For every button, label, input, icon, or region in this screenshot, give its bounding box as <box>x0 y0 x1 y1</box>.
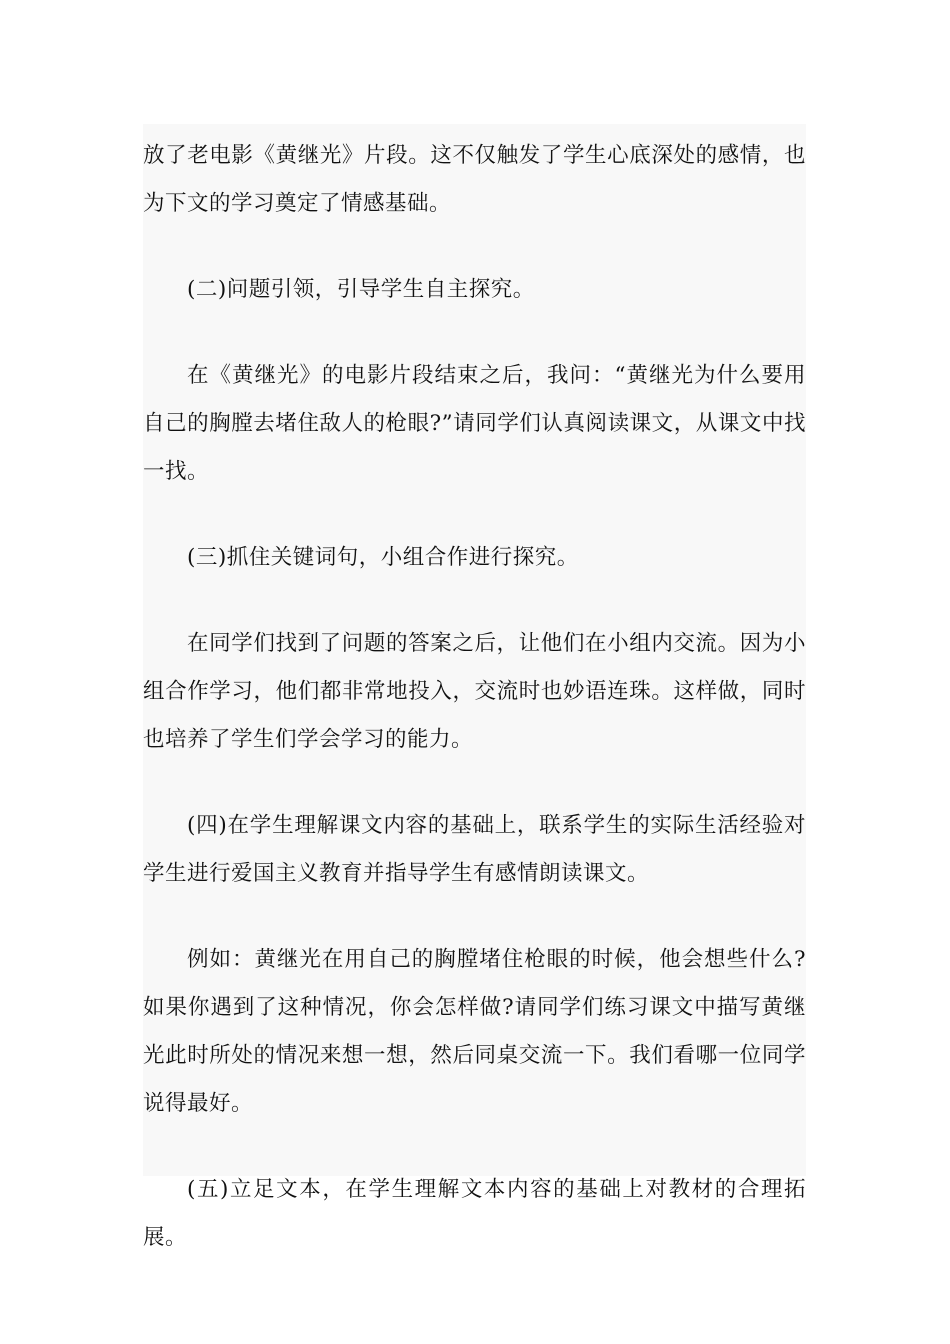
paragraph-4-heading: (三)抓住关键词句，小组合作进行探究。 <box>187 545 579 570</box>
paragraph-1: 放了老电影《黄继光》片段。这不仅触发了学生心底深处的感情，也为下文的学习奠定了情感基础。 <box>143 143 806 216</box>
paragraph-6-heading: (四)在学生理解课文内容的基础上，联系学生的实际生活经验对学生进行爱国主义教育并指导学生有感情朗读课文。 <box>143 813 806 886</box>
paragraph-5: 在同学们找到了问题的答案之后，让他们在小组内交流。因为小组合作学习，他们都非常地投入，交流时也妙语连珠。这样做，同时也培养了学生们学会学习的能力。 <box>143 631 806 752</box>
paragraph-7: 例如：黄继光在用自己的胸膛堵住枪眼的时候，他会想些什么?如果你遇到了这种情况，你会怎样做?请同学们练习课文中描写黄继光此时所处的情况来想一想，然后同桌交流一下。我们看哪一位同学说得最好。 <box>143 947 806 1116</box>
paragraph-2-heading: (二)问题引领，引导学生自主探究。 <box>187 277 535 302</box>
paragraph-8-heading: (五)立足文本，在学生理解文本内容的基础上对教材的合理拓展。 <box>143 1177 806 1250</box>
paragraph-3: 在《黄继光》的电影片段结束之后，我问：“黄继光为什么要用自己的胸膛去堵住敌人的枪眼?”请同学们认真阅读课文，从课文中找一找。 <box>143 363 806 484</box>
document-body <box>143 124 806 1250</box>
